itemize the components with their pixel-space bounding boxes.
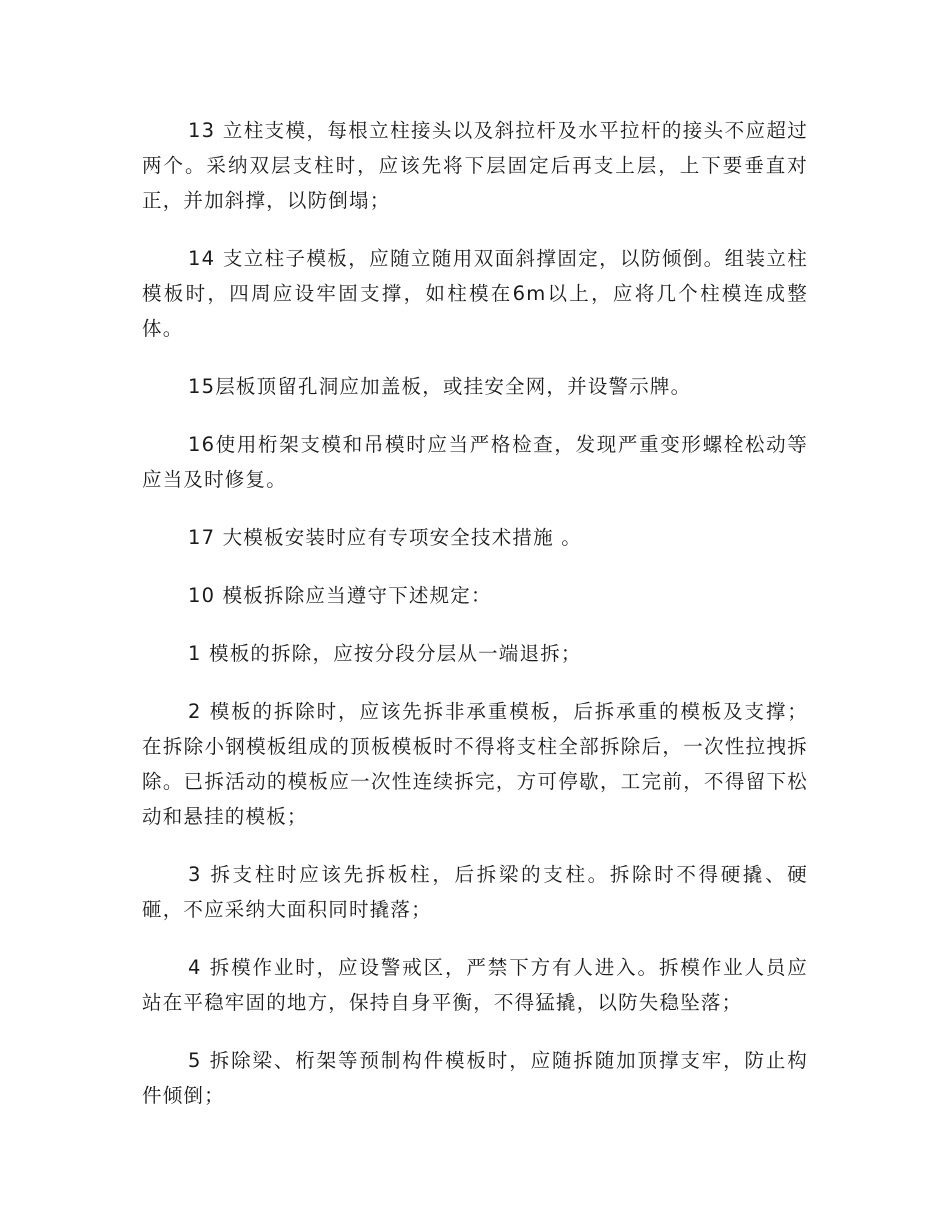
paragraph-removal-1: 1 模板的拆除，应按分段分层从一端退拆； (188, 642, 582, 665)
paragraph-14: 14 支立柱子模板，应随立随用双面斜撑固定，以防倾倒。组装立柱模板时，四周应设牢固支撑，如柱模在6m以上，应将几个柱模连成整体。 (142, 247, 808, 340)
paragraph-removal-5: 5 拆除梁、桁架等预制构件模板时，应随拆随加顶撑支牢，防止构件倾倒； (142, 1049, 808, 1107)
paragraph-13: 13 立柱支模，每根立柱接头以及斜拉杆及水平拉杆的接头不应超过两个。采纳双层支柱时，应该先将下层固定后再支上层，上下要垂直对正，并加斜撑，以防倒塌； (142, 119, 808, 212)
paragraph-removal-3: 3 拆支柱时应该先拆板柱，后拆梁的支柱。拆除时不得硬撬、硬砸，不应采纳大面积同时撬落； (142, 863, 808, 921)
document-body (142, 113, 808, 1113)
paragraph-removal-2: 2 模板的拆除时，应该先拆非承重模板，后拆承重的模板及支撑；在拆除小钢模板组成的顶板模板时不得将支柱全部拆除后，一次性拉拽拆除。已拆活动的模板应一次性连续拆完，方可停歇，工完前，不得留下松动和悬挂的模板； (142, 700, 808, 828)
paragraph-removal-4: 4 拆模作业时，应设警戒区，严禁下方有人进入。拆模作业人员应站在平稳牢固的地方，保持自身平衡，不得猛撬，以防失稳坠落； (142, 956, 808, 1014)
paragraph-15: 15层板顶留孔洞应加盖板，或挂安全网，并设警示牌。 (188, 375, 692, 398)
section-10-heading: 10 模板拆除应当遵守下述规定： (188, 584, 492, 607)
paragraph-16: 16使用桁架支模和吊模时应当严格检查，发现严重变形螺栓松动等应当及时修复。 (142, 433, 808, 491)
paragraph-17: 17 大模板安装时应有专项安全技术措施 。 (188, 526, 582, 549)
